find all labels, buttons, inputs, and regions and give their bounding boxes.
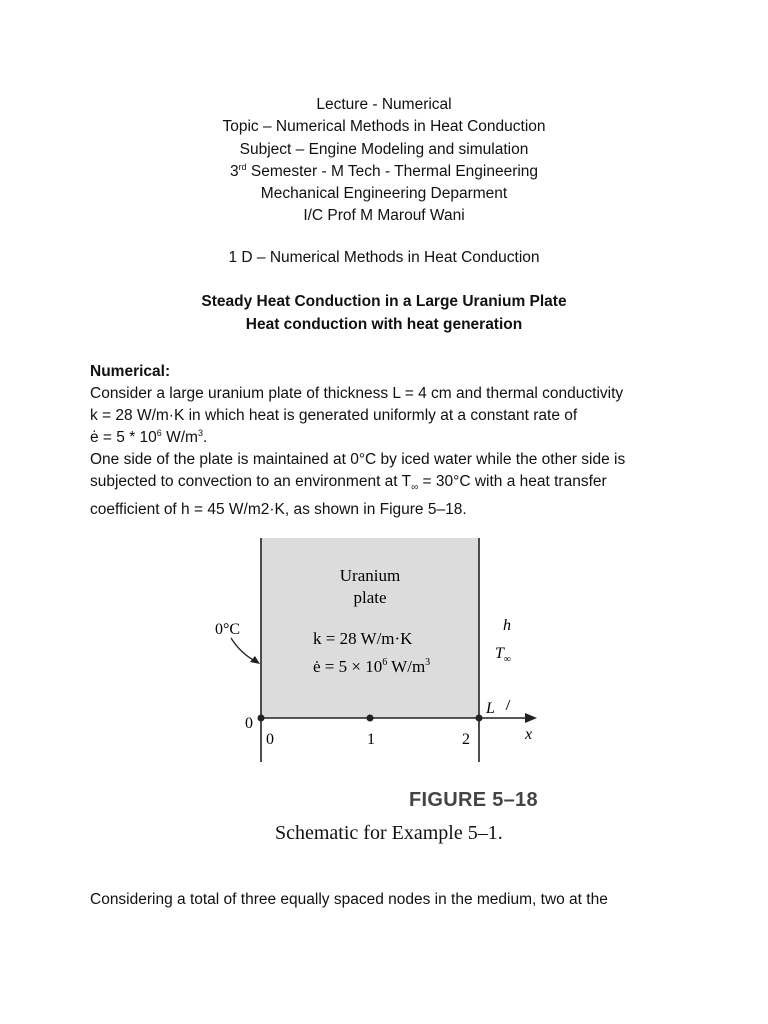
statement-line-2: k = 28 W/m·K in which heat is generated uniformly at a constant rate of: [90, 407, 578, 424]
semester-suffix: rd: [238, 161, 247, 172]
node-2-label: 2: [462, 731, 470, 748]
convection-prefix: subjected to convection to an environment at T: [90, 473, 412, 490]
x-axis-arrow-icon: [525, 713, 537, 723]
gen-rate-exponent: 6: [156, 428, 162, 438]
origin-label: 0: [245, 715, 253, 732]
plate-label-1: Uranium: [339, 566, 401, 585]
closing-paragraph: [90, 889, 690, 911]
x-axis-label: x: [525, 726, 533, 743]
node-2-marker: [476, 715, 483, 722]
header-line-department: Mechanical Engineering Deparment: [260, 185, 508, 203]
figure-caption: Schematic for Example 5–1.: [275, 822, 503, 844]
gen-rate-period: .: [202, 429, 208, 446]
generation-unit-exponent: 3: [425, 657, 431, 668]
semester-rest: Semester - M Tech - Thermal Engineering: [246, 162, 539, 180]
tinf-label: [495, 645, 511, 665]
tinf-sub: ∞: [503, 654, 512, 665]
convection-rest: = 30°C with a heat transfer: [418, 473, 607, 490]
header-line-instructor: I/C Prof M Marouf Wani: [303, 207, 465, 225]
header-line-topic: Topic – Numerical Methods in Heat Conduction: [222, 118, 546, 136]
ice-arrow-head-icon: [250, 656, 260, 664]
figure-5-18: [205, 530, 545, 860]
generation-exponent: 6: [382, 657, 388, 668]
semester-number: 3: [229, 162, 239, 180]
statement-line-4: One side of the plate is maintained at 0°C by iced water while the other side is: [90, 451, 626, 468]
length-tick: [506, 700, 510, 710]
numerical-statement: [90, 361, 690, 521]
length-label: L: [486, 700, 495, 717]
header-line-semester: [0, 161, 768, 183]
section-title: 1 D – Numerical Methods in Heat Conduction: [228, 249, 540, 266]
generation-label: [313, 657, 430, 676]
h-label: h: [503, 617, 511, 634]
plate-schematic: [205, 530, 545, 770]
node-0-marker: [258, 715, 265, 722]
generation-unit: W/m: [387, 657, 426, 676]
statement-line-6: coefficient of h = 45 W/m2·K, as shown in Figure 5–18.: [90, 501, 467, 519]
conductivity-label: k = 28 W/m·K: [313, 629, 413, 648]
statement-line-3: [90, 427, 690, 449]
numerical-label: Numerical:: [90, 363, 171, 380]
plate-shading: [261, 538, 479, 718]
gen-rate-unit-exponent: 3: [197, 428, 203, 438]
statement-line-1: Consider a large uranium plate of thickness L = 4 cm and thermal conductivity: [90, 385, 624, 402]
plate-label-2: plate: [353, 588, 387, 607]
closing-line: Considering a total of three equally spaced nodes in the medium, two at the: [90, 891, 608, 908]
gen-rate-unit: W/m: [161, 429, 198, 446]
generation-prefix: ė = 5 × 10: [313, 657, 383, 676]
tinf-subscript: ∞: [411, 482, 419, 494]
problem-subtitle: Heat conduction with heat generation: [245, 316, 523, 333]
node-1-marker: [367, 715, 374, 722]
problem-title: Steady Heat Conduction in a Large Uranium Plate: [201, 293, 567, 310]
tinf-letter: T: [495, 645, 504, 662]
node-0-label: 0: [266, 731, 274, 748]
gen-rate-prefix: ė = 5 * 10: [90, 429, 157, 446]
node-1-label: 1: [367, 731, 375, 748]
lecture-header: [0, 94, 768, 228]
statement-line-5: [90, 471, 690, 499]
left-temperature-label: 0°C: [215, 621, 241, 638]
figure-number: FIGURE 5–18: [409, 789, 538, 811]
header-line-subject: Subject – Engine Modeling and simulation: [239, 140, 529, 158]
header-line-lecture: Lecture - Numerical: [316, 96, 452, 113]
